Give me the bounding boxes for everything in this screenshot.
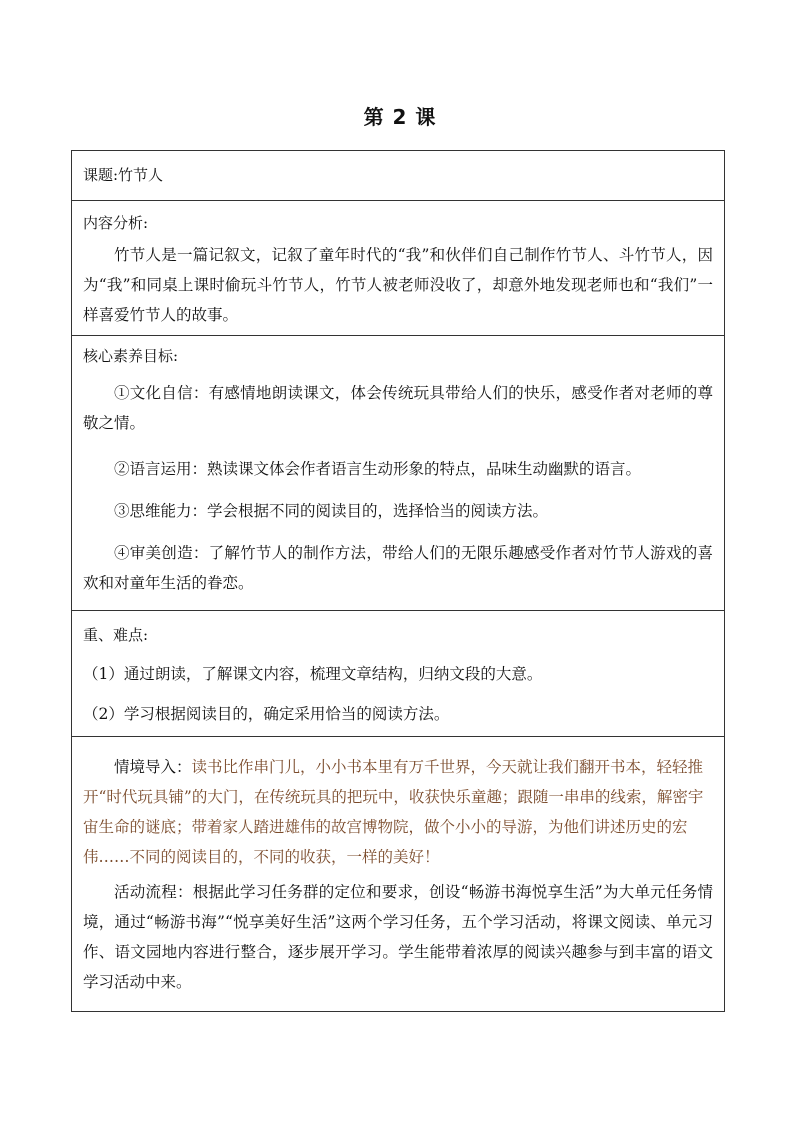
topic-text: 课题:竹节人 (83, 166, 164, 184)
lesson-table (71, 150, 725, 1012)
intro-text: 读书比作串门儿，小小书本里有万千世界，今天就让我们翻开书本，轻轻推开“时代玩具铺”的大门，在传统玩具的把玩中，收获快乐童趣；跟随一串串的线索，解密宇宙生命的谜底；带着家人踏进雄伟的故宫博物院，做个小小的导游，为他们讲述历史的宏伟……不同的阅读目的，不同的收获，一样的美好！ (83, 758, 704, 866)
keypoint-item: （1）通过朗读，了解课文内容，梳理文章结构，归纳文段的大意。 (83, 665, 543, 683)
intro-paragraph (83, 752, 713, 872)
analysis-text: 竹节人是一篇记叙文，记叙了童年时代的“我”和伙伴们自己制作竹节人、斗竹节人，因为“我”和同桌上课时偷玩斗竹节人，竹节人被老师没收了，却意外地发现老师也和“我们”一样喜爱竹节人的故事。 (83, 246, 713, 324)
intro-label: 情境导入： (114, 758, 192, 776)
goal-item: ③思维能力：学会根据不同的阅读目的，选择恰当的阅读方法。 (114, 502, 549, 520)
keypoint-item: （2）学习根据阅读目的，确定采用恰当的阅读方法。 (83, 705, 450, 723)
goal-item: ④审美创造：了解竹节人的制作方法，带给人们的无限乐趣感受作者对竹节人游戏的喜欢和对童年生活的眷恋。 (83, 544, 713, 592)
goal-item: ②语言运用：熟读课文体会作者语言生动形象的特点，品味生动幽默的语言。 (114, 460, 642, 478)
keypoints-heading: 重、难点: (83, 626, 149, 644)
topic-row (72, 151, 724, 201)
keypoints-row (72, 611, 724, 737)
analysis-row (72, 201, 724, 336)
goals-heading: 核心素养目标: (83, 347, 179, 365)
process-paragraph: 活动流程：根据此学习任务群的定位和要求，创设“畅游书海悦享生活”为大单元任务情境，通过“畅游书海”“悦享美好生活”这两个学习任务，五个学习活动，将课文阅读、单元习作、语文园地内容进行整合，逐步展开学习。学生能带着浓厚的阅读兴趣参与到丰富的语文学习活动中来。 (83, 883, 713, 991)
page-title: 第 2 课 (363, 105, 437, 129)
analysis-heading: 内容分析: (83, 214, 149, 232)
activity-row (72, 737, 724, 1011)
goal-item: ①文化自信：有感情地朗读课文，体会传统玩具带给人们的快乐，感受作者对老师的尊敬之情。 (83, 384, 713, 432)
goals-row (72, 336, 724, 611)
